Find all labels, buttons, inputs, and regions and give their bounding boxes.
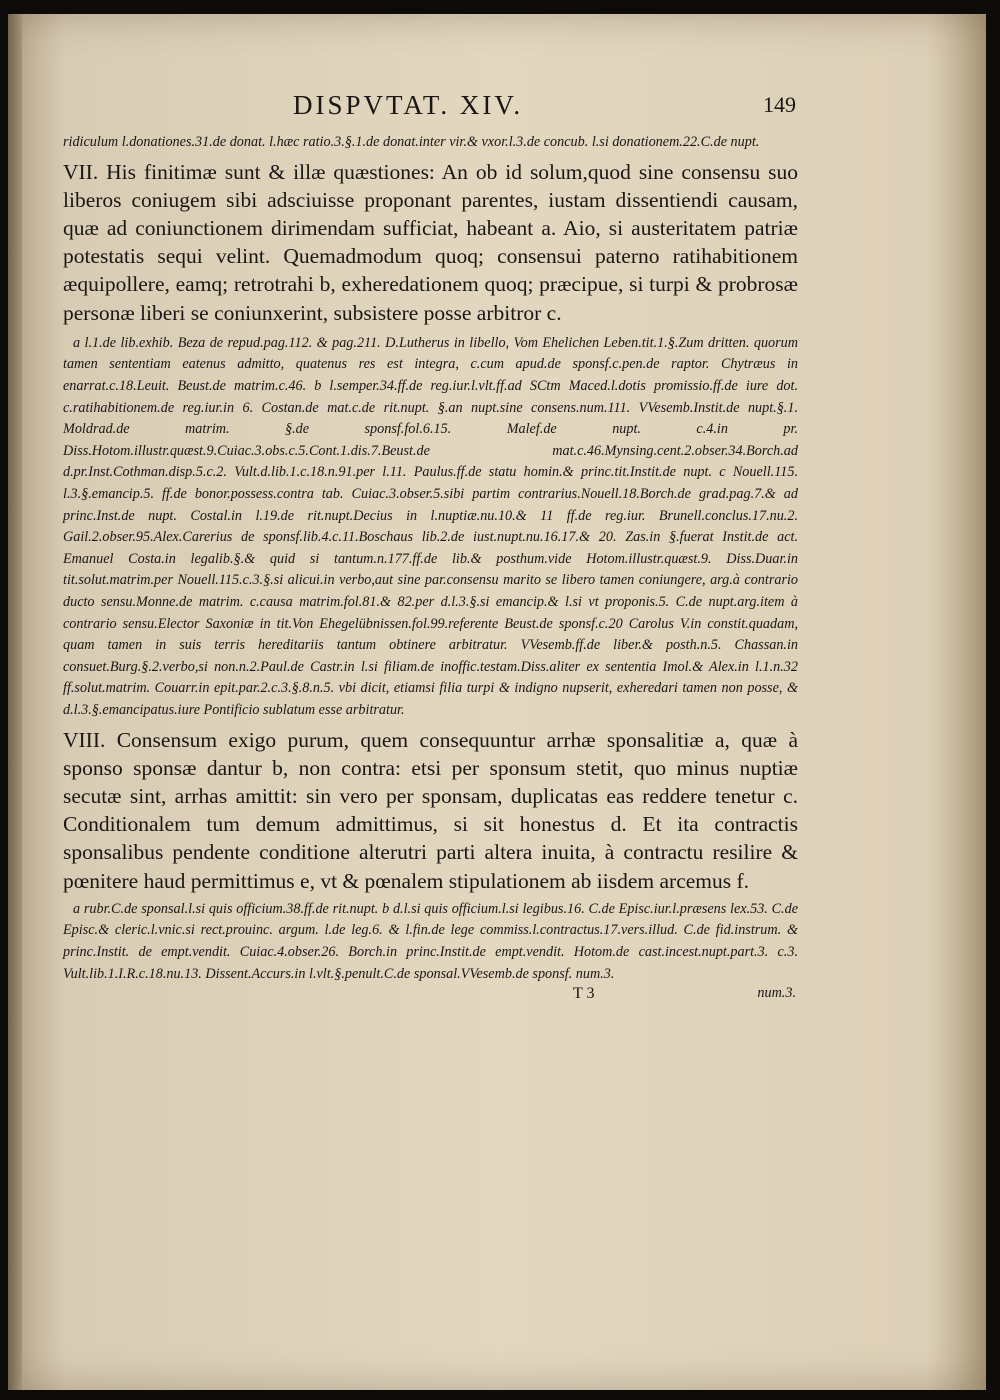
- text-block: [63, 90, 798, 1007]
- page-header: [63, 90, 798, 128]
- section-vii-text: VII. His finitimæ sunt & illæ quæstiones: An ob id solum,quod sine consensu suo liberos coniugem sibi adsciuisse proponant parentes, iustam dissentiendi causam, quæ ad coniunctionem dirimendam sufficiat, habeant a. Aio, si austeritatem patriæ potestatis sequi velint. Quemadmodum quoq; consensui paterno ratihabitionem æquipollere, eamq; retrotrahi b, exheredationem quoq; præcipue, si turpi & probrosæ personæ liberi se coniunxerint, subsistere posse arbitror c.: [63, 159, 798, 325]
- page-number: 149: [763, 92, 796, 117]
- page-footer: [63, 985, 798, 1007]
- running-head: DISPVTAT. XIV.: [293, 90, 524, 120]
- section-vii-footnotes: a l.1.de lib.exhib. Beza de repud.pag.112. & pag.211. D.Lutherus in libello, Vom Ehelichen Leben.tit.1.§.Zum dritten. quorum tamen sententiam eatenus admitto, quatenus res est integra, c.cum apud.de sponsf.c.pen.de raptor. Chytræus in enarrat.c.18.Leuit. Beust.de matrim.c.46. b l.semper.34.ff.de reg.iur.l.vlt.ff.ad SCtm Maced.l.dotis promissio.ff.de iure dot. c.ratihabitionem.de reg.iur.in 6. Costan.de mat.c.de rit.nupt. §.an nupt.sine consens.num.111. VVesemb.Instit.de nupt.§.1. Moldrad.de matrim. §.de sponsf.fol.6.15. Malef.de nupt. c.4.in pr. Diss.Hotom.illustr.quæst.9.Cuiac.3.obs.c.5.Cont.1.dis.7.Beust.de mat.c.46.Mynsing.cent.2.obser.34.Borch.ad d.pr.Inst.Cothman.disp.5.c.2. Vult.d.lib.1.c.18.n.91.per l.11. Paulus.ff.de statu homin.& princ.tit.Instit.de nupt. c Nouell.115. l.3.§.emancip.5. ff.de bonor.possess.contra tab. Cuiac.3.obser.5.sibi partim contrarius.Nouell.18.Borch.de grad.pag.7.& ad princ.Inst.de nupt. Costal.in l.19.de rit.nupt.Decius in l.nuptiæ.nu.10.& 11 ff.de reg.iur. Brunell.conclus.17.nu.2. Gail.2.obser.95.Alex.Carerius de sponsf.lib.4.c.11.Boschaus lib.2.de iust.nupt.nu.16.17.& 20. Zas.in §.fuerat Instit.de act. Emanuel Costa.in legalib.§.& quid si tantum.n.177.ff.de lib.& posthum.vide Hotom.illustr.quæst.9. Diss.Duar.in tit.solut.matrim.per Nouell.115.c.3.§.si alicui.in verbo,aut sine par.consensu marito se libero tamen coniungere, arg.à contrario ducto sensu.Monne.de matrim. c.causa matrim.fol.81.& 82.per d.l.3.§.si emancip.& l.si vt proponis.5. C.de nupt.arg.item à contrario sensu.Elector Saxoniæ in tit.Von Ehegelübnissen.fol.99.referente Beust.de sponsf.c.20 Carolus V.in constit.quadam, quam tamen in suis terris hereditariis tantum obtinere arbitratur. VVesemb.ff.de liber.& posth.n.5. Chassan.in consuet.Burg.§.2.verbo,si non.n.2.Paul.de Castr.in l.si filiam.de inoffic.testam.Diss.aliter ex sententia Imol.& Alex.in l.1.n.32 ff.solut.matrim. Couarr.in epit.par.2.c.3.§.8.n.5. vbi dicit, etiamsi filia turpi & indigno nupserit, exheredari tamen non posse, & d.l.3.§.emancipatus.iure Pontificio sublatum esse arbitratur.: [63, 334, 798, 718]
- catchword: num.3.: [757, 985, 796, 1002]
- book-page: [8, 14, 986, 1390]
- page-spine-shadow: [8, 14, 22, 1390]
- carryover-footnotes: ridiculum l.donationes.31.de donat. l.hæc ratio.3.§.1.de donat.inter vir.& vxor.l.3.de concub. l.si donationem.22.C.de nupt.: [63, 134, 760, 150]
- section-viii-footnotes: a rubr.C.de sponsal.l.si quis officium.38.ff.de rit.nupt. b d.l.si quis officium.l.si legibus.16. C.de Episc.iur.l.præsens lex.53. C.de Episc.& cleric.l.vnic.si rect.prouinc. argum. l.de leg.6. & l.fin.de lege commiss.l.contractus.17.vers.illud. C.de fid.instrum. & princ.Instit. de empt.vendit. Cuiac.4.obser.26. Borch.in princ.Instit.de empt.vendit. Hotom.de cast.incest.nupt.part.3. c.3. Vult.lib.1.I.R.c.18.nu.13. Dissent.Accurs.in l.vlt.§.penult.C.de sponsal.VVesemb.de sponsf. num.3.: [63, 900, 798, 982]
- signature-mark: T 3: [573, 985, 595, 1003]
- section-viii-text: VIII. Consensum exigo purum, quem consequuntur arrhæ sponsalitiæ a, quæ à sponso sponsæ dantur b, non contra: etsi per sponsum stetit, quo minus nuptiæ secutæ sint, arrhas amittit: sin vero per sponsam, duplicatas eas reddere tenetur c. Conditionalem tum demum admittimus, si sit honestus d. Et ita contractis sponsalibus pendente conditione alterutri parti altera inuita, à contractu resilire & pœnitere haud permittimus e, vt & pœnalem stipulationem ab iisdem arcemus f.: [63, 727, 798, 893]
